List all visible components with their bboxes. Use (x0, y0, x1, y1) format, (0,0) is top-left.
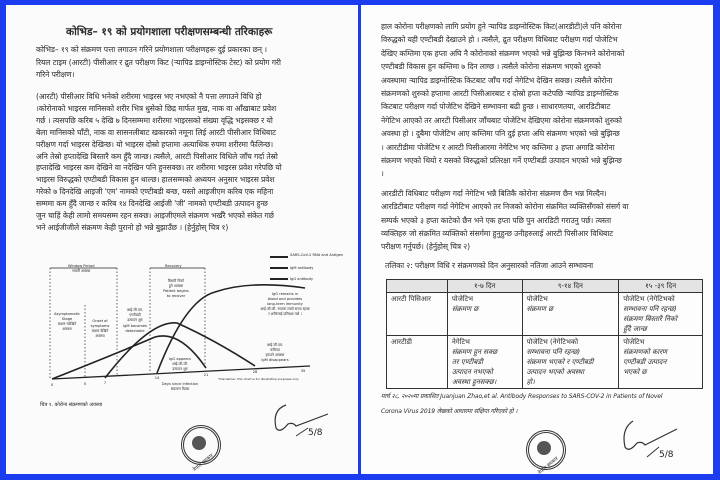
label-line: Onset of (92, 319, 108, 323)
igg-remains-label (260, 292, 310, 316)
text-line: संक्रमण भएको थियो र यसको विरुद्धको प्रतिरक्षा गर्ने एण्टीबडी उत्पादन भएको भन्ने बुझिन्छ (381, 156, 622, 165)
label-line: IgM disappears (261, 358, 289, 362)
label-line: IgG remains in (271, 292, 299, 296)
stamp-text: नेपाल सरकार (536, 455, 560, 477)
column-header (387, 280, 448, 293)
footnote-line-2: Corona Virus 2019 लेखको आधारमा संक्षिप्त गरिएको हो । (381, 408, 518, 415)
column-header: १-७ दिन (447, 280, 522, 293)
method-cell: आरटीडी (387, 336, 448, 389)
result-note: एण्टीबडी उत्पादन (623, 358, 667, 366)
signature-note: 5/8 (308, 428, 323, 438)
text-line: गरेको ७ दिनदेखि आइजी 'एम' नामको एण्टीबडी बन्छ, यस्तो आइजीएम करिब एक महिना (36, 187, 274, 197)
stamp-text: नेपाल सरकार (191, 452, 215, 474)
label-line: अवस्था (62, 327, 72, 331)
window-period-label: Window Period (68, 264, 95, 268)
text-line: व्यक्तिहरु जो संक्रमित व्यक्तिको संसर्गमा हुनुहुन्छ उनीहरुलाई आरटी पिसीआर विधिबाट (381, 228, 613, 238)
label-line: आई.जी.एम. (126, 308, 144, 312)
result-label: पोजेटिभ (623, 338, 645, 346)
result-note: भएको छ (623, 368, 647, 376)
text-line: संक्रमणको शुरुको हप्तामा आरटी पिसीआरबाट र दोस्रो हप्ता कटेपछि र्‍यापिड डाइग्नोस्टिक (381, 89, 619, 98)
text-line: सम्पर्क भएको ३ हप्ता काटेको छैन भने एक हप्ता पछि पुन आरडिटी गराउनु पर्छ। त्यस्ता (381, 215, 611, 225)
text-line: हाल कोरोना परीक्षणको लागि प्रयोग हुने र्‍यापिड डाइग्नोस्टिक किट(आरडीटी)ले पनि कोरोना (381, 22, 622, 31)
result-label: नेगेटिभ (451, 338, 470, 346)
igm-detectable-label (123, 307, 147, 333)
label-line: उत्पादन शुरु (172, 367, 188, 371)
signature (619, 417, 689, 462)
recover-label (163, 278, 189, 298)
result-note: संक्रमण छ (526, 305, 554, 313)
label-line: बिरामी निको (167, 279, 185, 283)
label-line: अवस्था (95, 334, 105, 338)
official-stamp (181, 425, 221, 465)
result-note: हुँदै जान्छ (623, 325, 647, 333)
text-line: आरडीटी विधिबाट परीक्षण गर्दा नेगेटिभ भन्नै बितिकै कोरोना संक्रमण छैन भन्न मिल्दैन। (381, 189, 607, 198)
text-line: भाइरस विरुद्धको एण्टीबडी विकास हुन थाल्छ। हालसम्मको अध्ययन अनुसार भाइरस प्रवेश (36, 175, 275, 185)
label-line: IgG appears (169, 357, 191, 361)
result-cell (522, 293, 619, 336)
result-note: हो। (526, 378, 535, 386)
result-note: संक्रमणको कारण (623, 348, 668, 356)
result-cell (447, 336, 522, 389)
result-note: संक्रमण हुन सक्छ (451, 348, 498, 356)
text-line: सम्ममा कम हुँदै जान्छ र करिब १४ दिनदेखि आईजी 'जी' नामको एण्टीबडी उत्पादन हुन्छ (36, 199, 268, 209)
result-note: संक्रमण बिस्तारै निको (623, 315, 678, 323)
column-header: १५ -३९ दिन (619, 280, 703, 293)
text-line: भने आईजीजीले संक्रमण केही पुरानो हो भन्ने बुझाउँछ । (हेर्नुहोस् चित्र १) (36, 222, 229, 232)
onset-label (91, 319, 110, 338)
text-line: रियल टाइम (आरटी) पीसीआर र द्रुत परीक्षण किट (र्‍यापिड डाइग्नोस्टिक टेस्ट) को प्रयोग गरी (36, 57, 281, 67)
signature (268, 400, 338, 440)
label-line: आई.जी.जी. रगतमा लामो समय रहन्छ (260, 307, 310, 311)
tick-label: 0 (50, 383, 54, 387)
tick-label: 7 (103, 381, 107, 385)
document-page-left (6, 5, 358, 474)
result-cell (447, 293, 522, 336)
result-label: पोजेटिभ (नेगेटिभको (623, 295, 675, 303)
label-line: Days since infection (161, 382, 199, 386)
legend-igg: IgG antibody (290, 277, 314, 281)
text-line: ।कोरोनाको भाइरस मानिसको शरीर भित्र धुसेको छिद्र मार्फत मुख, नाक वा आँखाबाट प्रवेश (36, 103, 277, 113)
result-note: उत्पादन भएको अवस्था (526, 368, 585, 376)
result-note: संक्रमण भएको र एण्टीबडी (526, 358, 594, 366)
disclaimer: *Disclaimer: this chart is for illustrative purposes only (218, 377, 299, 381)
table-row (387, 293, 703, 336)
igg-appears-label (169, 357, 191, 371)
text-line: किटबाट परीक्षण गर्दा पोजेटिभ देखिने सम्भावना बढी हुन्छ । साधारणतया, आरडिटीबाट (381, 102, 611, 112)
text-line: आरडिटीबाट परीक्षण गर्दा नेगेटिभ आएको तर निजको कोरोना संक्रमित व्यक्तिसँगको संसर्ग वा (381, 202, 629, 212)
column-header: ९-१४ दिन (522, 280, 619, 293)
label-line: उत्पादन शुरु (127, 318, 143, 322)
x-axis-label (162, 382, 198, 391)
results-table (386, 279, 703, 389)
text-line: अनि तेस्रो हप्तादेखि बिस्तारै कम हुँदै जान्छ। त्यसैले, आरटी पिसीआर विधिले जाँच गर्दा तेस्रो (36, 151, 278, 161)
result-note: उत्पादन नभएको (451, 368, 493, 376)
text-line: अवस्था हो । दुबैमा पोजेटिभ आए कम्तिमा पनि दुई हप्ता अघि संक्रमण भएको भन्ने बुझिन्छ (381, 129, 620, 139)
text-line: अवस्थामा र्‍यापिड डाइग्नोस्टिक किटबाट जाँच गर्दा नेगेटिभ देखिन सक्छ। त्यसैले कोरोना (381, 75, 613, 85)
result-label: पोजेटिभ (नेगेटिभको (526, 338, 579, 346)
text-line: देखिए कम्तिमा एक हप्ता अघि नै कोरोनाको संक्रमण भएको भन्ने बुझिन्छ किनभने कोरोनाको (381, 48, 625, 58)
result-cell (619, 293, 703, 336)
table-caption: तलिका २: परीक्षण विधि र संक्रमणको दिन अनुसारको नतिजा आउने सम्भावना (385, 261, 594, 270)
signature-note: 5/8 (659, 450, 674, 460)
label-line: Patient begins (163, 289, 189, 293)
result-label: पोजेटिभ (526, 295, 548, 303)
tick-label: 21 (203, 373, 209, 377)
covid-infection-stage-figure (0, 0, 360, 420)
label-line: एण्टीबडी (129, 313, 141, 317)
legend-rna: SARS-CoV-2 RNA and Antigen (290, 253, 344, 257)
tick-label: 35 (300, 369, 306, 373)
label-line: आई.जी.जी. (171, 362, 189, 366)
label-line: symptoms (90, 324, 110, 328)
text-line: विरुद्धको यही एण्टीबडी देखाउने हो । त्यसैले, द्रुत परीक्षण विधिबाट परीक्षण गर्दा पोजेटिभ (381, 35, 618, 45)
recovery-label: Recovery (165, 264, 182, 268)
label-line: Asymptomatic (54, 312, 80, 316)
table-header-row (387, 280, 703, 293)
label-line: हराउने अवस्था (265, 353, 285, 357)
text-line: । (381, 169, 384, 179)
text-line: परीक्षण गर्दा भाइरस देखिन्छ। यो भाइरस दोस्रो हप्तामा अत्याधिक रुपमा शरीरमा फैलिन्छ। (36, 139, 273, 149)
label-line: र शरीरलाई प्रतिरक्षा गर्छ । (268, 312, 302, 316)
label-line: IgM becomes (123, 324, 147, 328)
label-line: हुने अवस्था (168, 284, 184, 288)
label-line: to recover (166, 294, 186, 298)
asymptomatic-label (54, 312, 80, 331)
label-line: लक्षण नदेखिने (57, 322, 77, 326)
label-line: लक्षण देखिने (91, 329, 109, 333)
figure-caption: चित्र १. कोरोना संक्रमणको अवस्था (40, 402, 103, 408)
table-row (387, 336, 703, 389)
method-cell: आरटी पिसिआर (387, 293, 448, 336)
text-line: जुन चाहिं केही लामो समयसम्म रहन सक्छ। आइजीएमले संक्रमण भर्खरै भएको संकेत गर्छ (36, 211, 274, 220)
result-note: सम्भावना पनि रहन्छ) (526, 348, 581, 356)
window-period-label-np: भ्याली अवस्था (72, 269, 91, 273)
footnote-line-1: मार्च २८, २०२०मा प्रकाशित Juanjuan Zhao,et al. Antibody Responses to SARS-COV-2 in Patients of Novel (381, 393, 663, 400)
label-line: संक्रमण दिवस (170, 387, 190, 391)
tick-label: 14 (154, 376, 160, 380)
label-line: long-term immunity (267, 302, 303, 306)
text-line: (आरटी) पीसीआर विधि भनेको शरीरमा भाइरस भए नभएको नै पत्ता लगाउने विधि हो (36, 92, 262, 101)
legend-igm: IgM antibody (290, 266, 314, 270)
result-cell (619, 336, 703, 389)
result-note: संक्रमण छ (451, 305, 479, 313)
result-note: सम्भावना पनि रहन्छ) (623, 305, 677, 313)
label-line: Stage (61, 317, 73, 321)
result-note: तर एण्टीबडी (451, 358, 483, 366)
text-line: नेगेटिभ आएको तर आरटी पिसीआर जाँचबाट पोजेटिभ देखिएमा कोरोना संक्रमणको शुरुको (381, 115, 622, 125)
igm-disappears-label (261, 342, 288, 362)
text-line: हप्तादेखि भाइरस कम देखिने वा नदेखिन पनि हुनसक्छ। तर शरीरमा भाइरस प्रवेश गरेपछि यो (36, 163, 282, 173)
label-line: blood and provides (267, 297, 303, 301)
document-page-right (361, 5, 713, 477)
tick-label: 5 (83, 382, 87, 386)
text-line: परीक्षण गर्नुपर्छ। (हेर्नुहोस् चित्र २) (381, 242, 471, 252)
result-note: अवस्था हुनसक्छ। (451, 378, 497, 386)
label-line: कमिन्दा (270, 348, 280, 352)
page-title: कोभिड– १९ को प्रयोगशाला परीक्षणसम्बन्धी तरिकाहरू (66, 26, 273, 38)
text-line: बेला मानिसको घाँटी, नाक वा सासनलीबाट खकारको नमूना लिई आरटी पीसीआर विधिबाट (36, 127, 276, 137)
result-label: पोजेटिभ (451, 295, 474, 303)
text-line: एण्टीबडी विकास हुन कम्तिमा ७ दिन लाग्छ । त्यसैले कोरोना संक्रमण भएको शुरुको (381, 62, 601, 72)
text-line: गरिने परीक्षण। (36, 70, 75, 79)
result-cell (522, 336, 619, 389)
label-line: detectable (125, 329, 145, 333)
text-line: कोभिड– १९ को संक्रमण पत्ता लगाउन गरिने प्रयोगशाला परीक्षणहरू दुई प्रकारका छन् । (36, 45, 267, 54)
tick-label: 28 (252, 370, 258, 374)
text-line: । आरटीडीमा पोजेटिभ र आरटी पिसीआरमा नेगेटिभ भए कम्तिमा ३ हप्ता अगाडि कोरोना (381, 142, 615, 152)
label-line: आई.जी.एम. (266, 343, 284, 347)
text-line: गर्छ । त्यसपछि करिब ५ देखि ७ दिनसम्ममा शरीरमा भाइरसको संख्या वृद्धि भइसक्छ र यो (36, 115, 273, 125)
